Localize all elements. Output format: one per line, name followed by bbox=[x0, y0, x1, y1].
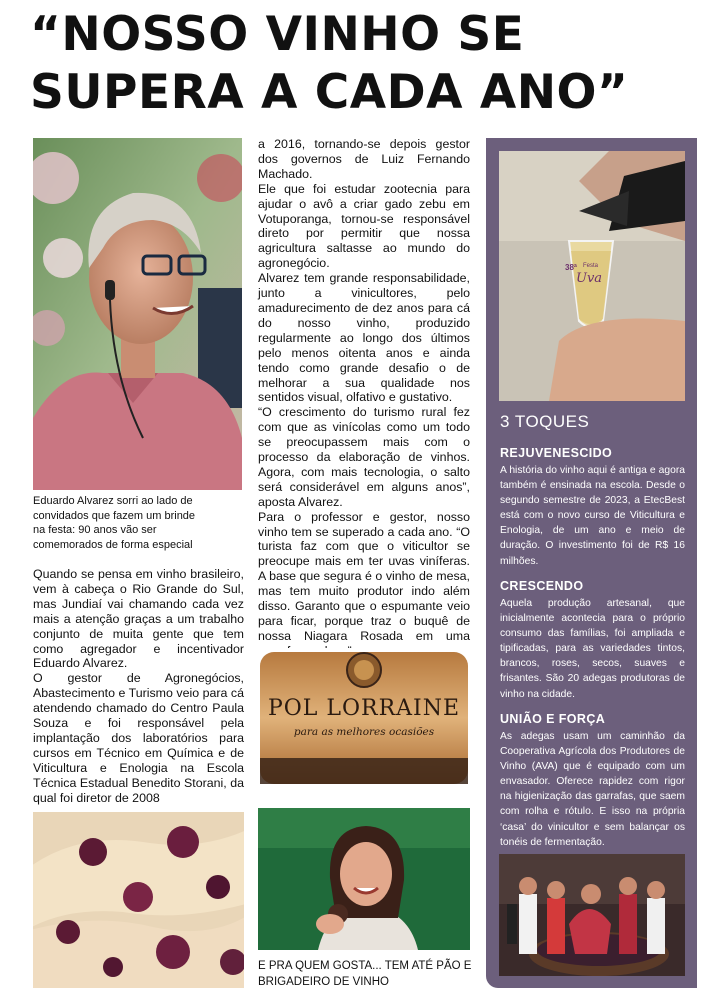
glass-logo-word2: Uva bbox=[576, 271, 603, 286]
sidebar-section-uniao-e-forca bbox=[500, 712, 685, 850]
article-column-1 bbox=[33, 567, 244, 806]
article-paragraph: Para o professor e gestor, nosso vinho tem se superado a cada ano. “O turista faz com que o viticultor se preocupe mais em ter uvas viníferas. A base que segura é o vinho de mesa, mas tem muito produtor indo além disso. Garanto que o espumante veio para ficar, porque traz o buquê de nossa Niagara Rosada em uma bbox=[258, 509, 470, 643]
wine-bread-photo bbox=[33, 812, 244, 988]
article-paragraph: “O crescimento do turismo rural fez com que as vinícolas como um todo se preocupassem mais com o processo da elaboração de vinhos. Agora, com mais tecnologia, o salto será considerável em alguns anos”, aposta Alvarez. bbox=[258, 405, 470, 509]
sidebar-title: 3 TOQUES bbox=[500, 412, 590, 431]
sidebar-section-heading: CRESCENDO bbox=[500, 579, 584, 593]
article-paragraph: a 2016, tornando-se depois gestor dos governos de Luiz Fernando Machado. bbox=[258, 137, 470, 181]
article-paragraph: Alvarez tem grande responsabilidade, junto a vinicultores, pelo amadurecimento de dez anos para cá do nosso vinho, produzido regularmente ao longo dos últimos pelo menos oitenta anos e ainda tendo como grande desafio o de melhorar a sua qualidade nos sentidos visual, olfativo e gustativo. bbox=[258, 271, 470, 405]
label-brand: POL LORRAINE bbox=[267, 696, 461, 721]
brigadeiro-caption: E PRA QUEM GOSTA... TEM ATÉ PÃO E BRIGADEIRO DE VINHO bbox=[258, 960, 472, 988]
wine-label-image bbox=[258, 648, 470, 793]
headline: “NOSSO VINHO SE SUPERA A CADA ANO” bbox=[30, 7, 629, 120]
sidebar-section-text: Aquela produção artesanal, que inicialmente acontecia para o próprio consumo das famílias, foi ampliada e tipificadas, para as variedades tintos, brancos, roses, secos, suaves e frisantes. São 20 adegas produtoras de vinho na cidade. bbox=[500, 598, 685, 700]
sidebar-section-text: As adegas usam um caminhão da Cooperativa Agrícola dos Produtores de Vinho (AVA) que é equipado com um envasador. Oferece rapidez com rigor na higienização das garrafas, que saem com rolha e rótulo. E isso na própria ‘casa’ do vinicultor e sem balançar os tonéis de fermentação. bbox=[500, 731, 685, 848]
sidebar-section-heading: REJUVENESCIDO bbox=[500, 446, 613, 460]
sidebar-section-crescendo bbox=[500, 579, 685, 702]
sparkling-wine-photo bbox=[499, 151, 685, 401]
sidebar-section-heading: UNIÃO E FORÇA bbox=[500, 712, 606, 726]
portrait-caption: Eduardo Alvarez sorri ao lado de convidados que fazem um brinde na festa: 90 anos vão ser comemorados de forma especial bbox=[33, 495, 196, 551]
brigadeiro-photo bbox=[258, 808, 470, 950]
portrait-photo bbox=[33, 138, 242, 490]
glass-logo-edition: 38ª bbox=[565, 263, 577, 272]
sidebar-section-rejuvenescido bbox=[500, 446, 685, 569]
sidebar-3-toques bbox=[486, 138, 697, 988]
label-tagline: para as melhores ocasiões bbox=[293, 726, 435, 738]
article-paragraph: O gestor de Agronegócios, Abastecimento e Turismo veio para cá atendendo chamado do Centro Paula Souza e foi responsável pela implantação dos laboratórios para cursos em Técnico em Química e de Viticultura e Enologia na Escola Técnica Estadual Benedito Storani, da qual foi diretor de 2008 bbox=[33, 671, 244, 805]
article-paragraph: Ele que foi estudar zootecnia para ajudar o avô a criar gado zebu em Votuporanga, tornou-se responsável direto por permitir que nossa agricultura saltasse ao mundo do agronegócio. bbox=[258, 181, 470, 271]
article-column-2 bbox=[258, 137, 470, 659]
glass-logo-word1: Festa bbox=[583, 263, 599, 269]
grape-stomping-photo bbox=[499, 854, 685, 976]
article-paragraph: Quando se pensa em vinho brasileiro, vem à cabeça o Rio Grande do Sul, mas Jundiaí vai chamando cada vez mais a atenção graças a um trabalho conjunto de muita gente que tem como agregador e incentivador Eduardo Alvarez. bbox=[33, 567, 244, 671]
sidebar-section-text: A história do vinho aqui é antiga e agora também é ensinada na escola. Desde o segundo semestre de 2023, a EtecBest está com o novo curso de Viticultura e Enologia, de um ano e meio de duração. O investimento foi de R$ 16 milhões. bbox=[500, 465, 685, 567]
